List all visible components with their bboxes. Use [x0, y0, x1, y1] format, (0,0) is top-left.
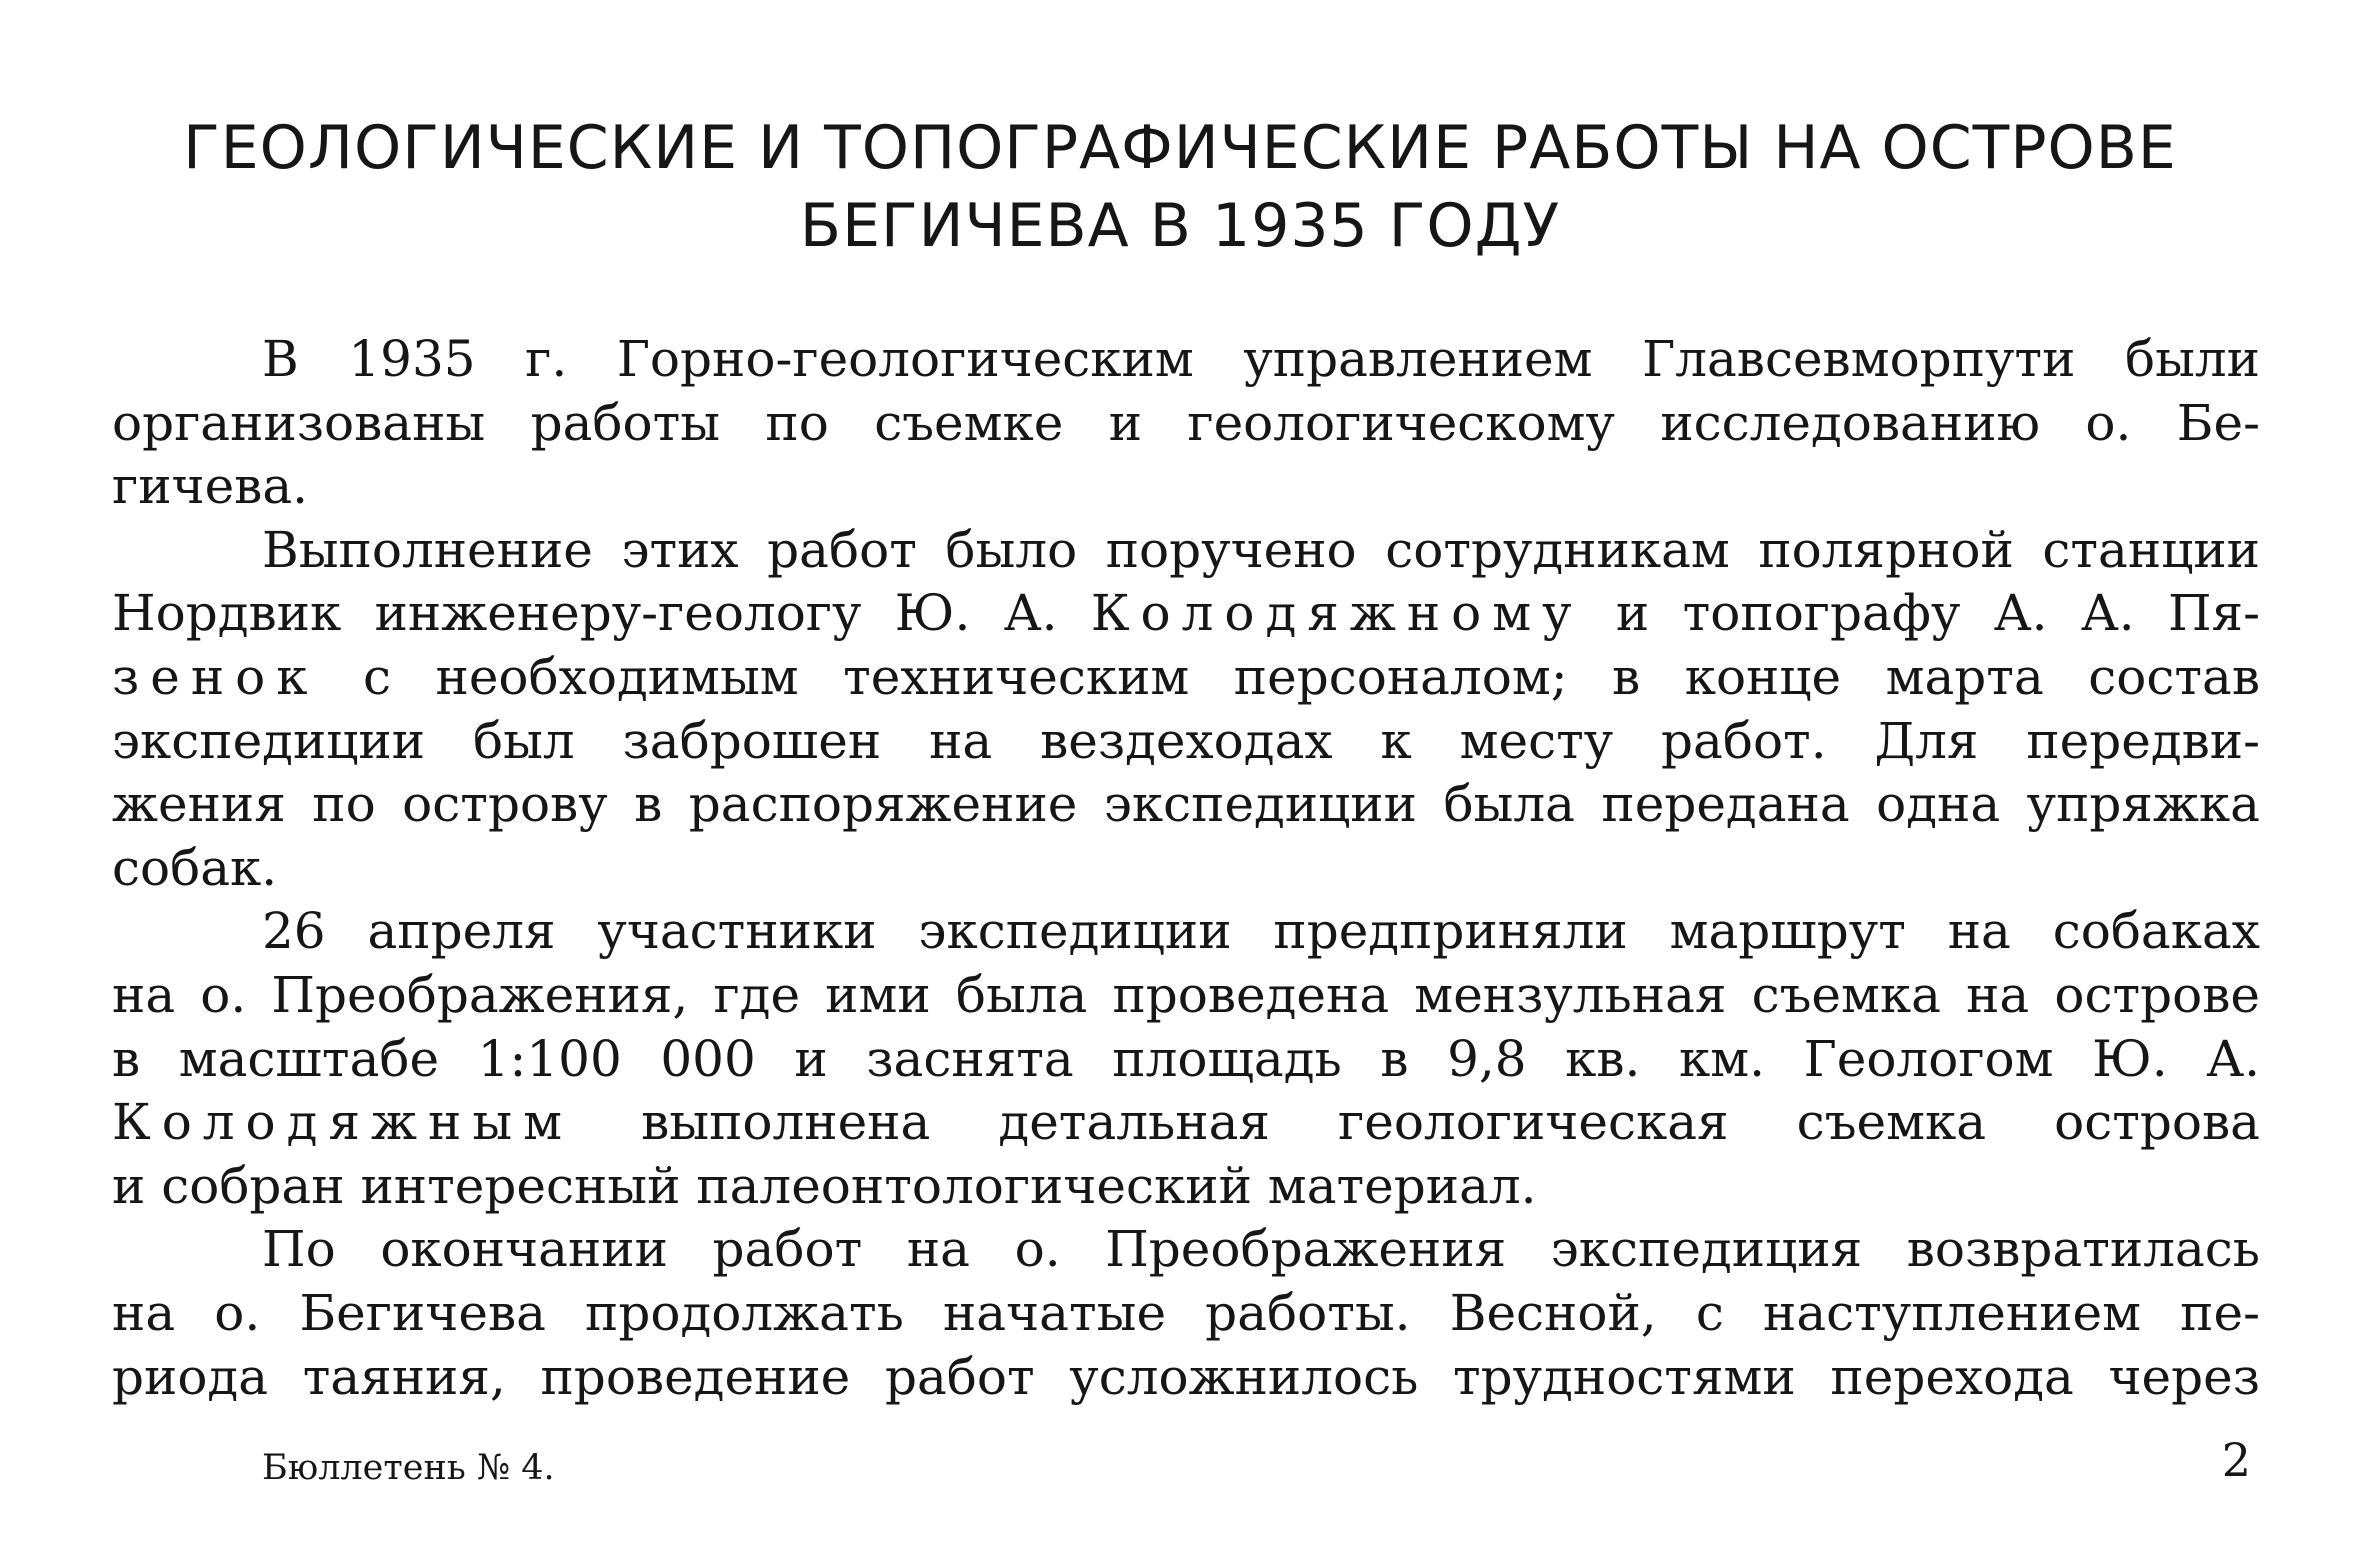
paragraph-1-line-1: В 1935 г. Горно-геологическим управлением Главсевморпути были — [262, 330, 2260, 388]
spaced-surname-kolodyazhnym: Колодяжным — [112, 1093, 574, 1152]
paragraph-2-line-3-part-b: с необходимым техническим персоналом; в конце марта состав — [318, 647, 2260, 706]
footer-signature: Бюллетень № 4. — [262, 1448, 555, 1488]
paragraph-1-line-2: организованы работы по съемке и геологическому исследованию о. Бе- — [112, 393, 2260, 452]
paragraph-2-line-5: жения по острову в распоряжение экспедиции была передана одна упряжка — [112, 775, 2260, 834]
paragraph-3-line-2: на о. Преображения, где ими была проведена мензульная съемка на острове — [112, 965, 2260, 1024]
paragraph-2-line-4: экспедиции был заброшен на вездеходах к месту работ. Для передви- — [112, 711, 2260, 770]
paragraph-3-line-5: и собран интересный палеонтологический материал. — [112, 1156, 1537, 1215]
paragraph-4-line-3: риода таяния, проведение работ усложнилось трудностями перехода через — [112, 1347, 2260, 1406]
paragraph-3-line-4 — [112, 1091, 2260, 1155]
spaced-surname-kolodyazhnomu: Колодяжному — [1090, 584, 1583, 643]
article-title-line-1: ГЕОЛОГИЧЕСКИЕ И ТОПОГРАФИЧЕСКИЕ РАБОТЫ НА ОСТРОВЕ — [183, 113, 2177, 183]
paragraph-2-line-2-part-c: и топографу А. А. Пя- — [1582, 584, 2260, 643]
paragraph-1-line-3: гичева. — [112, 457, 309, 516]
paragraph-3-line-1: 26 апреля участники экспедиции предприняли маршрут на собаках — [262, 902, 2260, 961]
article-body — [112, 328, 2260, 1409]
spaced-surname-zenok: зенок — [112, 647, 319, 706]
paragraph-2-line-6: собак. — [112, 838, 278, 897]
paragraph-3-line-3: в масштабе 1:100 000 и заснята площадь в 9,8 кв. км. Геологом Ю. А. — [112, 1029, 2260, 1088]
paragraph-3-line-4-part-b: выполнена детальная геологическая съемка острова — [573, 1093, 2260, 1152]
paragraph-2-line-1: Выполнение этих работ было поручено сотрудникам полярной станции — [262, 520, 2260, 579]
paragraph-4-line-1: По окончании работ на о. Преображения экспедиция возвратилась — [262, 1220, 2260, 1279]
paragraph-2-line-3 — [112, 646, 2260, 710]
article-title-line-2: БЕГИЧЕВА В 1935 ГОДУ — [799, 191, 1561, 261]
paragraph-4-line-2: на о. Бегичева продолжать начатые работы. Весной, с наступлением пе- — [112, 1283, 2260, 1342]
page-number: 2 — [2221, 1433, 2251, 1487]
paragraph-2-line-2 — [112, 582, 2260, 646]
paragraph-2-line-2-part-a: Нордвик инженеру-геологу Ю. А. — [112, 584, 1091, 643]
